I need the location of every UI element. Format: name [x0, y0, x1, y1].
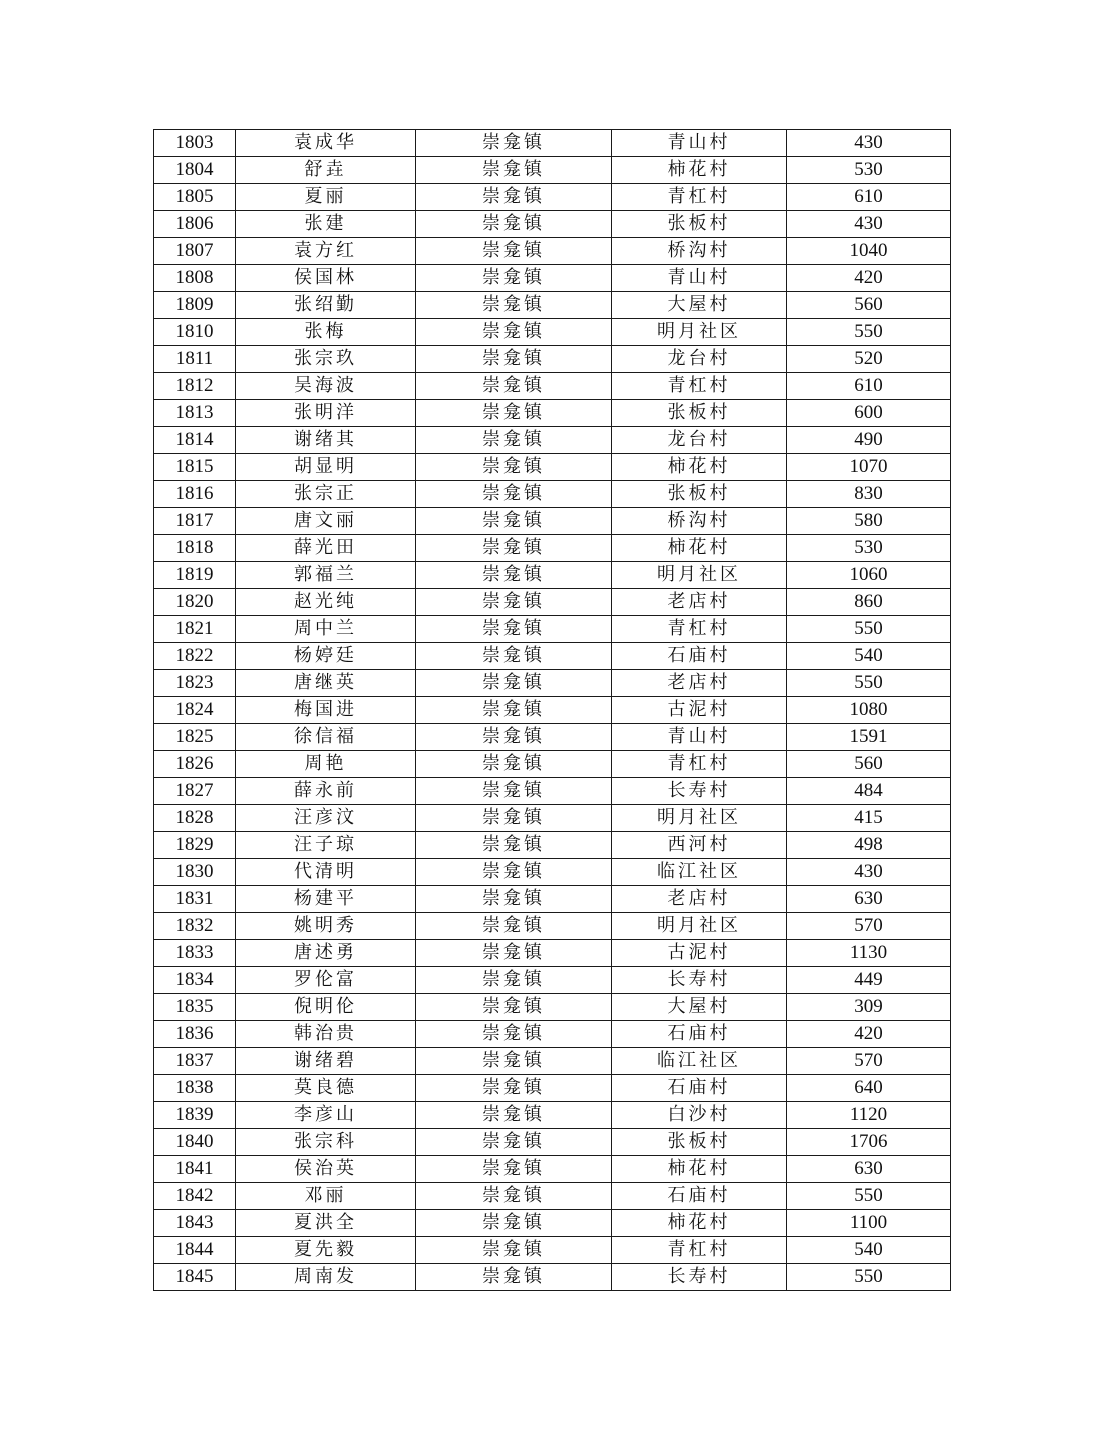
name-cell: 汪子琼	[236, 832, 416, 859]
row-number-cell: 1812	[154, 373, 236, 400]
village-cell: 临江社区	[612, 1048, 787, 1075]
town-cell: 崇龛镇	[416, 913, 612, 940]
name-cell: 姚明秀	[236, 913, 416, 940]
town-cell: 崇龛镇	[416, 1021, 612, 1048]
village-cell: 古泥村	[612, 697, 787, 724]
village-cell: 青杠村	[612, 616, 787, 643]
name-cell: 杨建平	[236, 886, 416, 913]
row-number-cell: 1813	[154, 400, 236, 427]
name-cell: 韩治贵	[236, 1021, 416, 1048]
town-cell: 崇龛镇	[416, 508, 612, 535]
table-row	[154, 1048, 951, 1075]
village-cell: 石庙村	[612, 1021, 787, 1048]
village-cell: 长寿村	[612, 967, 787, 994]
table-row	[154, 157, 951, 184]
amount-cell: 1060	[787, 562, 951, 589]
name-cell: 张建	[236, 211, 416, 238]
village-cell: 柿花村	[612, 1156, 787, 1183]
name-cell: 汪彦汶	[236, 805, 416, 832]
row-number-cell: 1840	[154, 1129, 236, 1156]
town-cell: 崇龛镇	[416, 373, 612, 400]
amount-cell: 610	[787, 184, 951, 211]
town-cell: 崇龛镇	[416, 589, 612, 616]
table-row	[154, 562, 951, 589]
table-row	[154, 751, 951, 778]
amount-cell: 430	[787, 211, 951, 238]
name-cell: 李彦山	[236, 1102, 416, 1129]
table-row	[154, 238, 951, 265]
town-cell: 崇龛镇	[416, 535, 612, 562]
table-row	[154, 184, 951, 211]
town-cell: 崇龛镇	[416, 1129, 612, 1156]
table-row	[154, 1183, 951, 1210]
amount-cell: 860	[787, 589, 951, 616]
table-row	[154, 211, 951, 238]
amount-cell: 550	[787, 1264, 951, 1291]
table-row	[154, 805, 951, 832]
name-cell: 张明洋	[236, 400, 416, 427]
village-cell: 桥沟村	[612, 508, 787, 535]
amount-cell: 630	[787, 1156, 951, 1183]
village-cell: 石庙村	[612, 643, 787, 670]
row-number-cell: 1809	[154, 292, 236, 319]
table-row	[154, 859, 951, 886]
row-number-cell: 1825	[154, 724, 236, 751]
name-cell: 夏洪全	[236, 1210, 416, 1237]
amount-cell: 1040	[787, 238, 951, 265]
name-cell: 倪明伦	[236, 994, 416, 1021]
amount-cell: 490	[787, 427, 951, 454]
town-cell: 崇龛镇	[416, 832, 612, 859]
row-number-cell: 1844	[154, 1237, 236, 1264]
row-number-cell: 1814	[154, 427, 236, 454]
village-cell: 老店村	[612, 589, 787, 616]
town-cell: 崇龛镇	[416, 778, 612, 805]
row-number-cell: 1828	[154, 805, 236, 832]
village-cell: 明月社区	[612, 805, 787, 832]
table-row	[154, 724, 951, 751]
table-row	[154, 697, 951, 724]
village-cell: 临江社区	[612, 859, 787, 886]
amount-cell: 1120	[787, 1102, 951, 1129]
village-cell: 老店村	[612, 886, 787, 913]
table-row	[154, 319, 951, 346]
town-cell: 崇龛镇	[416, 319, 612, 346]
town-cell: 崇龛镇	[416, 562, 612, 589]
row-number-cell: 1837	[154, 1048, 236, 1075]
town-cell: 崇龛镇	[416, 184, 612, 211]
town-cell: 崇龛镇	[416, 130, 612, 157]
town-cell: 崇龛镇	[416, 157, 612, 184]
row-number-cell: 1807	[154, 238, 236, 265]
name-cell: 张宗玖	[236, 346, 416, 373]
village-cell: 青杠村	[612, 1237, 787, 1264]
name-cell: 舒垚	[236, 157, 416, 184]
town-cell: 崇龛镇	[416, 967, 612, 994]
row-number-cell: 1818	[154, 535, 236, 562]
name-cell: 胡显明	[236, 454, 416, 481]
table-row	[154, 346, 951, 373]
row-number-cell: 1834	[154, 967, 236, 994]
amount-cell: 560	[787, 292, 951, 319]
amount-cell: 640	[787, 1075, 951, 1102]
row-number-cell: 1842	[154, 1183, 236, 1210]
amount-cell: 540	[787, 1237, 951, 1264]
amount-cell: 570	[787, 913, 951, 940]
village-cell: 桥沟村	[612, 238, 787, 265]
row-number-cell: 1827	[154, 778, 236, 805]
row-number-cell: 1831	[154, 886, 236, 913]
village-cell: 青山村	[612, 265, 787, 292]
row-number-cell: 1841	[154, 1156, 236, 1183]
name-cell: 谢绪碧	[236, 1048, 416, 1075]
row-number-cell: 1821	[154, 616, 236, 643]
table-row	[154, 616, 951, 643]
name-cell: 侯治英	[236, 1156, 416, 1183]
name-cell: 周艳	[236, 751, 416, 778]
village-cell: 石庙村	[612, 1183, 787, 1210]
name-cell: 张宗正	[236, 481, 416, 508]
amount-cell: 550	[787, 1183, 951, 1210]
village-cell: 龙台村	[612, 427, 787, 454]
amount-cell: 570	[787, 1048, 951, 1075]
table-row	[154, 373, 951, 400]
name-cell: 吴海波	[236, 373, 416, 400]
table-row	[154, 1264, 951, 1291]
town-cell: 崇龛镇	[416, 346, 612, 373]
table-row	[154, 913, 951, 940]
row-number-cell: 1803	[154, 130, 236, 157]
amount-cell: 1080	[787, 697, 951, 724]
town-cell: 崇龛镇	[416, 1237, 612, 1264]
table-row	[154, 967, 951, 994]
village-cell: 西河村	[612, 832, 787, 859]
village-cell: 老店村	[612, 670, 787, 697]
village-cell: 明月社区	[612, 913, 787, 940]
row-number-cell: 1833	[154, 940, 236, 967]
table-row	[154, 1210, 951, 1237]
town-cell: 崇龛镇	[416, 238, 612, 265]
table-row	[154, 832, 951, 859]
row-number-cell: 1819	[154, 562, 236, 589]
row-number-cell: 1816	[154, 481, 236, 508]
name-cell: 张梅	[236, 319, 416, 346]
table-row	[154, 1156, 951, 1183]
village-cell: 青杠村	[612, 373, 787, 400]
table-row	[154, 508, 951, 535]
table-row	[154, 1237, 951, 1264]
village-cell: 大屋村	[612, 994, 787, 1021]
name-cell: 周中兰	[236, 616, 416, 643]
amount-cell: 520	[787, 346, 951, 373]
amount-cell: 530	[787, 535, 951, 562]
name-cell: 赵光纯	[236, 589, 416, 616]
town-cell: 崇龛镇	[416, 292, 612, 319]
table-row	[154, 400, 951, 427]
village-cell: 张板村	[612, 1129, 787, 1156]
amount-cell: 560	[787, 751, 951, 778]
amount-cell: 420	[787, 265, 951, 292]
village-cell: 龙台村	[612, 346, 787, 373]
row-number-cell: 1839	[154, 1102, 236, 1129]
row-number-cell: 1832	[154, 913, 236, 940]
data-table	[153, 129, 951, 1291]
name-cell: 罗伦富	[236, 967, 416, 994]
row-number-cell: 1820	[154, 589, 236, 616]
name-cell: 唐述勇	[236, 940, 416, 967]
town-cell: 崇龛镇	[416, 454, 612, 481]
town-cell: 崇龛镇	[416, 211, 612, 238]
row-number-cell: 1806	[154, 211, 236, 238]
name-cell: 唐继英	[236, 670, 416, 697]
amount-cell: 1591	[787, 724, 951, 751]
table-row	[154, 130, 951, 157]
town-cell: 崇龛镇	[416, 1210, 612, 1237]
village-cell: 古泥村	[612, 940, 787, 967]
table-row	[154, 292, 951, 319]
name-cell: 侯国林	[236, 265, 416, 292]
town-cell: 崇龛镇	[416, 616, 612, 643]
village-cell: 石庙村	[612, 1075, 787, 1102]
table-row	[154, 1102, 951, 1129]
village-cell: 张板村	[612, 211, 787, 238]
town-cell: 崇龛镇	[416, 1075, 612, 1102]
town-cell: 崇龛镇	[416, 805, 612, 832]
row-number-cell: 1836	[154, 1021, 236, 1048]
amount-cell: 430	[787, 859, 951, 886]
row-number-cell: 1822	[154, 643, 236, 670]
name-cell: 夏丽	[236, 184, 416, 211]
name-cell: 夏先毅	[236, 1237, 416, 1264]
town-cell: 崇龛镇	[416, 886, 612, 913]
row-number-cell: 1835	[154, 994, 236, 1021]
amount-cell: 600	[787, 400, 951, 427]
town-cell: 崇龛镇	[416, 670, 612, 697]
amount-cell: 630	[787, 886, 951, 913]
amount-cell: 415	[787, 805, 951, 832]
town-cell: 崇龛镇	[416, 265, 612, 292]
name-cell: 周南发	[236, 1264, 416, 1291]
village-cell: 青山村	[612, 724, 787, 751]
table-row	[154, 265, 951, 292]
name-cell: 杨婷廷	[236, 643, 416, 670]
row-number-cell: 1824	[154, 697, 236, 724]
town-cell: 崇龛镇	[416, 859, 612, 886]
town-cell: 崇龛镇	[416, 994, 612, 1021]
name-cell: 张宗科	[236, 1129, 416, 1156]
row-number-cell: 1838	[154, 1075, 236, 1102]
table-row	[154, 1075, 951, 1102]
town-cell: 崇龛镇	[416, 1156, 612, 1183]
row-number-cell: 1808	[154, 265, 236, 292]
village-cell: 青杠村	[612, 184, 787, 211]
village-cell: 长寿村	[612, 778, 787, 805]
amount-cell: 1706	[787, 1129, 951, 1156]
name-cell: 唐文丽	[236, 508, 416, 535]
amount-cell: 550	[787, 319, 951, 346]
table-row	[154, 589, 951, 616]
town-cell: 崇龛镇	[416, 724, 612, 751]
amount-cell: 1100	[787, 1210, 951, 1237]
town-cell: 崇龛镇	[416, 697, 612, 724]
amount-cell: 580	[787, 508, 951, 535]
amount-cell: 610	[787, 373, 951, 400]
amount-cell: 484	[787, 778, 951, 805]
table-row	[154, 886, 951, 913]
amount-cell: 309	[787, 994, 951, 1021]
row-number-cell: 1829	[154, 832, 236, 859]
name-cell: 徐信福	[236, 724, 416, 751]
amount-cell: 449	[787, 967, 951, 994]
village-cell: 张板村	[612, 400, 787, 427]
amount-cell: 550	[787, 670, 951, 697]
name-cell: 袁方红	[236, 238, 416, 265]
table-row	[154, 1129, 951, 1156]
town-cell: 崇龛镇	[416, 643, 612, 670]
row-number-cell: 1804	[154, 157, 236, 184]
amount-cell: 1070	[787, 454, 951, 481]
table-row	[154, 535, 951, 562]
town-cell: 崇龛镇	[416, 1264, 612, 1291]
village-cell: 大屋村	[612, 292, 787, 319]
name-cell: 莫良德	[236, 1075, 416, 1102]
row-number-cell: 1817	[154, 508, 236, 535]
town-cell: 崇龛镇	[416, 1183, 612, 1210]
amount-cell: 498	[787, 832, 951, 859]
amount-cell: 1130	[787, 940, 951, 967]
village-cell: 柿花村	[612, 157, 787, 184]
table-row	[154, 670, 951, 697]
village-cell: 青山村	[612, 130, 787, 157]
village-cell: 白沙村	[612, 1102, 787, 1129]
village-cell: 青杠村	[612, 751, 787, 778]
amount-cell: 530	[787, 157, 951, 184]
town-cell: 崇龛镇	[416, 1102, 612, 1129]
village-cell: 柿花村	[612, 1210, 787, 1237]
town-cell: 崇龛镇	[416, 751, 612, 778]
amount-cell: 540	[787, 643, 951, 670]
table-row	[154, 481, 951, 508]
table-row	[154, 940, 951, 967]
village-cell: 长寿村	[612, 1264, 787, 1291]
village-cell: 明月社区	[612, 562, 787, 589]
table-row	[154, 994, 951, 1021]
name-cell: 薛永前	[236, 778, 416, 805]
row-number-cell: 1830	[154, 859, 236, 886]
town-cell: 崇龛镇	[416, 1048, 612, 1075]
amount-cell: 430	[787, 130, 951, 157]
town-cell: 崇龛镇	[416, 427, 612, 454]
amount-cell: 420	[787, 1021, 951, 1048]
table-row	[154, 1021, 951, 1048]
name-cell: 袁成华	[236, 130, 416, 157]
table-row	[154, 427, 951, 454]
table-row	[154, 778, 951, 805]
name-cell: 薛光田	[236, 535, 416, 562]
name-cell: 梅国进	[236, 697, 416, 724]
table-row	[154, 643, 951, 670]
town-cell: 崇龛镇	[416, 400, 612, 427]
row-number-cell: 1805	[154, 184, 236, 211]
row-number-cell: 1843	[154, 1210, 236, 1237]
village-cell: 柿花村	[612, 535, 787, 562]
village-cell: 柿花村	[612, 454, 787, 481]
row-number-cell: 1826	[154, 751, 236, 778]
name-cell: 代清明	[236, 859, 416, 886]
name-cell: 张绍勤	[236, 292, 416, 319]
row-number-cell: 1823	[154, 670, 236, 697]
row-number-cell: 1845	[154, 1264, 236, 1291]
amount-cell: 830	[787, 481, 951, 508]
row-number-cell: 1815	[154, 454, 236, 481]
table-body	[154, 130, 951, 1291]
town-cell: 崇龛镇	[416, 481, 612, 508]
row-number-cell: 1810	[154, 319, 236, 346]
name-cell: 郭福兰	[236, 562, 416, 589]
name-cell: 谢绪其	[236, 427, 416, 454]
name-cell: 邓丽	[236, 1183, 416, 1210]
village-cell: 张板村	[612, 481, 787, 508]
village-cell: 明月社区	[612, 319, 787, 346]
table-row	[154, 454, 951, 481]
amount-cell: 550	[787, 616, 951, 643]
row-number-cell: 1811	[154, 346, 236, 373]
town-cell: 崇龛镇	[416, 940, 612, 967]
